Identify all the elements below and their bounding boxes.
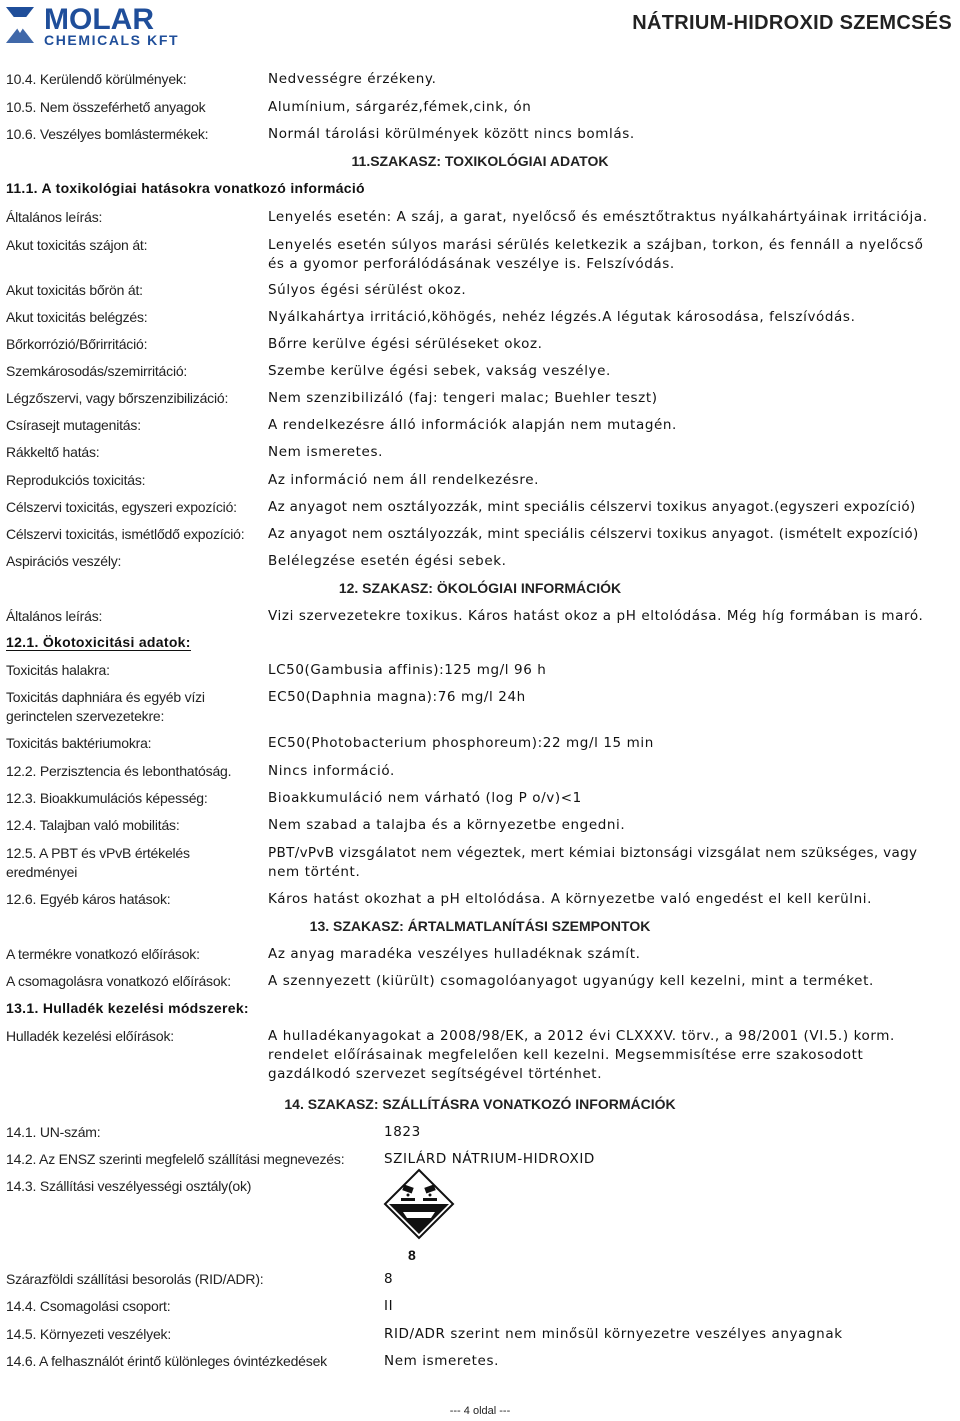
row-label: 12.6. Egyéb káros hatások: xyxy=(6,891,171,907)
row-value: SZILÁRD NÁTRIUM-HIDROXID xyxy=(384,1151,595,1167)
row-label: Hulladék kezelési előírások: xyxy=(6,1028,174,1044)
row-value: Bioakkumuláció nem várható (log P o/v)<1 xyxy=(268,790,582,806)
row-value: Belélegzése esetén égési sebek. xyxy=(268,553,507,569)
hazard-class-number: 8 xyxy=(408,1247,416,1263)
section-13-title: 13. SZAKASZ: ÁRTALMATLANÍTÁSI SZEMPONTOK xyxy=(309,918,651,934)
row-label: Aspirációs veszély: xyxy=(6,553,122,569)
row-label: Akut toxicitás bőrön át: xyxy=(6,282,143,298)
row-label: 14.1. UN-szám: xyxy=(6,1124,101,1140)
molar-logo xyxy=(4,3,234,47)
row-label: Reprodukciós toxicitás: xyxy=(6,472,146,488)
row-label: Akut toxicitás szájon át: xyxy=(6,237,148,253)
row-label: Csírasejt mutagenitás: xyxy=(6,417,141,433)
row-label: A termékre vonatkozó előírások: xyxy=(6,946,200,962)
row-value: Nyálkahártya irritáció,köhögés, nehéz légzés.A légutak károsodása, felszívódás. xyxy=(268,309,856,325)
row-value: Lenyelés esetén: A száj, a garat, nyelőcső és emésztőtraktus nyálkahártyáinak irritációja. xyxy=(268,209,928,225)
logo-text-molar: MOLAR xyxy=(44,3,154,36)
row-value: Az anyagot nem osztályozzák, mint speciális célszervi toxikus anyagot. (ismételt expozíció) xyxy=(268,526,919,542)
row-value: Az anyag maradéka veszélyes hulladéknak számít. xyxy=(268,946,641,962)
row-label: 14.5. Környezeti veszélyek: xyxy=(6,1326,172,1342)
row-value: Súlyos égési sérülést okoz. xyxy=(268,282,467,298)
page-header xyxy=(0,0,960,50)
row-value: EC50(Photobacterium phosphoreum):22 mg/l 15 min xyxy=(268,735,654,751)
row-value: 8 xyxy=(384,1271,394,1287)
page-footer: --- 4 oldal --- xyxy=(449,1405,511,1417)
row-value-continued: és a gyomor perforálódásának veszélye is. Felszívódás. xyxy=(268,256,675,272)
row-label: Bőrkorrózió/Bőrirritáció: xyxy=(6,336,148,352)
row-value: EC50(Daphnia magna):76 mg/l 24h xyxy=(268,689,526,705)
row-value: LC50(Gambusia affinis):125 mg/l 96 h xyxy=(268,662,547,678)
row-label: A csomagolásra vonatkozó előírások: xyxy=(6,973,231,989)
row-label: Rákkeltő hatás: xyxy=(6,444,100,460)
row-value: Nem szenzibilizáló (faj: tengeri malac; Buehler teszt) xyxy=(268,390,658,406)
row-value: Alumínium, sárgaréz,fémek,cink, ón xyxy=(268,99,532,115)
row-value: A hulladékanyagokat a 2008/98/EK, a 2012 évi CLXXXV. törv., a 98/2001 (VI.5.) korm. xyxy=(268,1028,895,1044)
row-label: Célszervi toxicitás, egyszeri expozíció: xyxy=(6,499,237,515)
row-label: 14.2. Az ENSZ szerinti megfelelő szállítási megnevezés: xyxy=(6,1151,345,1167)
logo-text-chemicals: CHEMICALS KFT xyxy=(44,32,180,47)
row-label: Célszervi toxicitás, ismétlődő expozíció: xyxy=(6,526,245,542)
row-label: Toxicitás halakra: xyxy=(6,662,110,678)
section-11-1-subtitle: 11.1. A toxikológiai hatásokra vonatkozó információ xyxy=(6,180,365,196)
row-value: Bőrre kerülve égési sérüléseket okoz. xyxy=(268,336,543,352)
section-11-title: 11.SZAKASZ: TOXIKOLÓGIAI ADATOK xyxy=(351,153,609,169)
row-value: Nem szabad a talajba és a környezetbe engedni. xyxy=(268,817,626,833)
row-value: Szembe kerülve égési sebek, vakság veszélye. xyxy=(268,363,611,379)
row-value-continued: nem történt. xyxy=(268,864,361,880)
row-value: Az információ nem áll rendelkezésre. xyxy=(268,472,540,488)
row-value-continued: gazdálkodó szervezet segítségével történhet. xyxy=(268,1066,603,1082)
row-label: 12.5. A PBT és vPvB értékelés xyxy=(6,845,190,861)
section-13-1-subtitle: 13.1. Hulladék kezelési módszerek: xyxy=(6,1000,249,1016)
row-label: Toxicitás daphniára és egyéb vízi xyxy=(6,689,205,705)
section-12-1-subtitle xyxy=(6,634,191,650)
row-label-continued: gerinctelen szervezetekre: xyxy=(6,708,165,724)
row-label: 12.2. Perzisztencia és lebonthatóság. xyxy=(6,763,232,779)
row-value: Normál tárolási körülmények között nincs bomlás. xyxy=(268,126,635,142)
row-value: RID/ADR szerint nem minősül környezetre veszélyes anyagnak xyxy=(384,1326,843,1342)
row-label: Szemkárosodás/szemirritáció: xyxy=(6,363,188,379)
row-value: Nem ismeretes. xyxy=(384,1353,499,1369)
row-label: Általános leírás: xyxy=(6,608,103,624)
row-label: Általános leírás: xyxy=(6,209,103,225)
row-label: 10.6. Veszélyes bomlástermékek: xyxy=(6,126,209,142)
row-value: PBT/vPvB vizsgálatot nem végeztek, mert kémiai biztonsági vizsgálat nem szükséges, vagy xyxy=(268,845,918,861)
row-value: Vizi szervezetekre toxikus. Káros hatást okoz a pH eltolódása. Még híg formában is maró. xyxy=(268,608,924,624)
section-12-title: 12. SZAKASZ: ÖKOLÓGIAI INFORMÁCIÓK xyxy=(338,580,622,596)
row-label: 14.3. Szállítási veszélyességi osztály(ok) xyxy=(6,1178,252,1194)
row-value: Lenyelés esetén súlyos marási sérülés keletkezik a szájban, torkon, és fennáll a nyelőcső xyxy=(268,237,924,253)
row-value: Nincs információ. xyxy=(268,763,395,779)
document-title: NÁTRIUM-HIDROXID SZEMCSÉS xyxy=(632,12,952,34)
corrosive-diamond-icon xyxy=(383,1168,455,1240)
row-label: 14.6. A felhasználót érintő különleges óvintézkedések xyxy=(6,1353,327,1369)
section-14-title: 14. SZAKASZ: SZÁLLÍTÁSRA VONATKOZÓ INFORMÁCIÓK xyxy=(284,1096,676,1112)
row-value: A rendelkezésre álló információk alapján nem mutagén. xyxy=(268,417,677,433)
row-label-continued: eredményei xyxy=(6,864,78,880)
row-label: Toxicitás baktériumokra: xyxy=(6,735,152,751)
subtitle-text: 12.1. Ökotoxicitási adatok: xyxy=(6,634,191,650)
row-label: Akut toxicitás belégzés: xyxy=(6,309,148,325)
row-label: Légzőszervi, vagy bőrszenzibilizáció: xyxy=(6,390,229,406)
row-label: 12.4. Talajban való mobilitás: xyxy=(6,817,180,833)
row-value: II xyxy=(384,1298,394,1314)
row-value: A szennyezett (kiürült) csomagolóanyagot ugyanúgy kell kezelni, mint a terméket. xyxy=(268,973,874,989)
row-label: 10.4. Kerülendő körülmények: xyxy=(6,71,187,87)
row-label: 12.3. Bioakkumulációs képesség: xyxy=(6,790,208,806)
row-value-continued: rendelet előírásainak megfelelően kell kezelni. Megsemmisítése erre szakosodott xyxy=(268,1047,864,1063)
row-value: 1823 xyxy=(384,1124,421,1140)
row-value: Nem ismeretes. xyxy=(268,444,383,460)
row-label: 14.4. Csomagolási csoport: xyxy=(6,1298,171,1314)
row-value: Az anyagot nem osztályozzák, mint speciális célszervi toxikus anyagot.(egyszeri expozíció) xyxy=(268,499,916,515)
row-value: Káros hatást okozhat a pH eltolódása. A környezetbe való engedést el kell kerülni. xyxy=(268,891,873,907)
row-label: 10.5. Nem összeférhető anyagok xyxy=(6,99,206,115)
row-value: Nedvességre érzékeny. xyxy=(268,71,437,87)
row-label: Szárazföldi szállítási besorolás (RID/ADR): xyxy=(6,1271,264,1287)
